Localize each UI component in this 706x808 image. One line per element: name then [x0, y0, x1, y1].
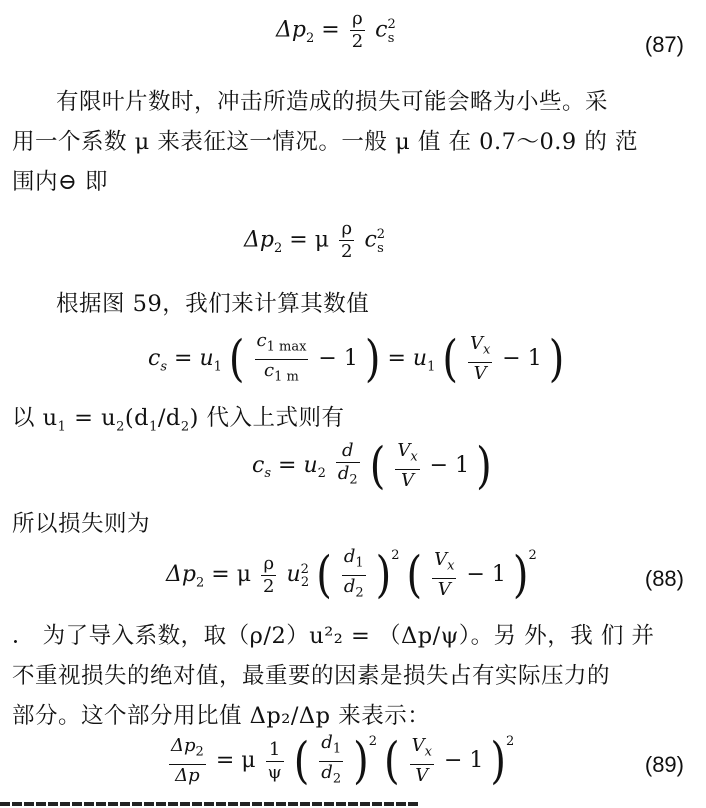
p3-sub3: 1	[149, 419, 158, 435]
p1-line3: 围内⊖ 即	[12, 169, 109, 195]
equation-87b	[244, 218, 384, 263]
frac-den	[169, 765, 206, 787]
frac-num-sub: 1	[332, 741, 342, 757]
frac-den-sub: 1 m	[274, 369, 299, 385]
eq-lhs: Δp	[166, 562, 196, 588]
p3-prefix: 以 u	[12, 405, 58, 431]
paren-sup-2: 2	[528, 548, 537, 564]
equation-cs-2	[252, 437, 492, 495]
frac-num-sub: 1 max	[266, 339, 307, 355]
frac-den-var: V	[473, 362, 487, 384]
eq-u-2: u	[412, 346, 428, 372]
frac-num	[410, 735, 434, 765]
left-paren: (	[369, 437, 386, 495]
left-paren-2: (	[384, 732, 400, 790]
eq-var-sub: s	[387, 30, 395, 46]
frac-den-var: V	[415, 764, 429, 786]
equation-number-89: (89)	[644, 752, 684, 777]
eq-equals: =	[278, 452, 297, 478]
eq-equals: =	[321, 17, 340, 43]
eq-sub: 2	[273, 240, 283, 256]
paren-sup-2: 2	[506, 734, 515, 750]
frac-den: 2	[341, 241, 353, 262]
p1-line1: 有限叶片数时，冲击所造成的损失可能会略为小些。采	[56, 89, 609, 115]
p3-paren: (d	[124, 405, 150, 431]
frac-num	[342, 546, 366, 576]
paragraph-1	[12, 82, 696, 202]
p3-end: ) 代入上式则有	[189, 405, 345, 431]
frac-num	[395, 440, 419, 470]
frac-den-sub: 2	[349, 472, 358, 488]
equation-number-87: (87)	[644, 32, 684, 57]
eq-u: u	[199, 346, 214, 372]
eq-u-sup: 2	[300, 561, 309, 577]
equation-number-88: (88)	[644, 566, 684, 591]
frac-num: ρ	[350, 8, 365, 31]
p3-sub2: 2	[116, 419, 125, 435]
eq-fraction-2	[395, 440, 419, 492]
frac-den-var: V	[400, 469, 414, 491]
frac-den	[336, 463, 360, 492]
frac-num-sub: x	[410, 449, 418, 465]
eq-minus-one: − 1	[443, 748, 484, 774]
p5-line2: 不重视损失的绝对值，最重要的因素是损失占有实际压力的	[12, 663, 611, 689]
eq-equals: =	[211, 562, 230, 588]
frac-den	[342, 576, 366, 605]
p5-line1: ． 为了导入系数，取（ρ/2）u²₂ = （Δp/ψ）。另 外，我 们 并	[12, 623, 655, 649]
frac-num-var: Δp	[171, 735, 196, 757]
footnote-divider	[0, 802, 420, 806]
frac-num: 1	[266, 739, 284, 762]
right-paren: )	[375, 546, 392, 604]
eq-fraction-2	[342, 546, 366, 604]
eq-coef: μ	[314, 227, 330, 253]
left-paren: (	[316, 546, 332, 604]
eq-sub: 2	[195, 575, 205, 591]
frac-den	[410, 765, 434, 787]
p5-line3: 部分。这个部分用比值 Δp₂/Δp 来表示：	[12, 703, 431, 729]
left-paren-2: (	[442, 330, 458, 388]
frac-den	[255, 360, 309, 389]
eq-var: c	[375, 17, 388, 43]
eq-u-sub: 2	[300, 575, 310, 591]
equation-89	[166, 732, 514, 790]
eq-fraction-3	[410, 735, 434, 787]
eq-fraction-3	[432, 549, 456, 601]
eq-u-sub-2: 1	[427, 359, 436, 375]
p2-text: 根据图 59，我们来计算其数值	[56, 291, 370, 317]
frac-num	[169, 735, 206, 765]
eq-equals: =	[289, 227, 308, 253]
eq-fraction	[336, 440, 360, 492]
frac-den: 2	[263, 575, 275, 597]
eq-lhs: c	[148, 346, 161, 372]
p3-sub4: 2	[180, 419, 190, 435]
frac-den-var: d	[321, 761, 333, 783]
frac-num-var: d	[321, 732, 333, 753]
frac-den	[468, 363, 492, 385]
paren-sup: 2	[368, 734, 377, 750]
frac-den: 2	[351, 31, 364, 52]
eq-minus-one: − 1	[466, 562, 506, 588]
eq-equals: =	[174, 346, 193, 372]
eq-u: u	[286, 562, 301, 588]
eq-fraction	[350, 8, 365, 53]
frac-den-sub: 2	[332, 771, 342, 787]
frac-num	[319, 732, 343, 762]
frac-num	[432, 549, 456, 579]
eq-var: c	[364, 227, 377, 253]
frac-den	[319, 762, 343, 791]
frac-den-var: d	[337, 463, 350, 484]
eq-fraction	[255, 330, 309, 388]
eq-u: u	[303, 452, 318, 478]
eq-sub: s	[160, 359, 167, 375]
frac-num-var: V	[411, 735, 425, 757]
eq-lhs: Δp	[244, 227, 274, 253]
frac-num-sub: x	[482, 342, 491, 358]
frac-den-var: Δp	[175, 764, 200, 786]
eq-equals-2: =	[387, 346, 406, 372]
paragraph-2	[12, 284, 696, 324]
equation-87	[276, 8, 394, 53]
eq-minus-one-2: − 1	[502, 346, 542, 372]
right-paren-2: )	[490, 732, 506, 790]
eq-minus-one: − 1	[318, 346, 358, 372]
eq-sub: 2	[305, 30, 315, 46]
eq-fraction	[261, 553, 276, 598]
eq-sup: 2	[387, 17, 396, 33]
eq-coef: μ	[241, 748, 256, 774]
frac-num-var: V	[434, 549, 448, 571]
eq-u-sub: 2	[317, 466, 326, 482]
left-paren: (	[293, 732, 310, 790]
paren-sup: 2	[391, 548, 400, 564]
frac-num	[468, 333, 492, 363]
p3-mid: = u	[66, 405, 117, 431]
left-paren: (	[228, 330, 245, 388]
frac-den-sub: 2	[355, 585, 364, 601]
paragraph-5	[12, 616, 696, 736]
eq-lhs: c	[252, 452, 265, 478]
paragraph-4	[12, 504, 696, 544]
eq-var-sub: s	[377, 240, 384, 256]
frac-num-var: c	[256, 330, 267, 351]
p1-line2: 用一个系数 μ 来表征这一情况。一般 μ 值 在 0.7～0.9 的 范	[12, 129, 639, 155]
eq-fraction	[339, 218, 354, 263]
eq-coef: μ	[236, 562, 252, 588]
frac-num	[255, 330, 309, 360]
frac-num-var: V	[397, 440, 411, 461]
right-paren: )	[364, 330, 381, 388]
frac-num-var: V	[469, 333, 483, 355]
eq-sub: s	[264, 466, 271, 482]
frac-num	[336, 440, 360, 463]
frac-den-var: c	[264, 359, 275, 381]
eq-lhs-fraction	[169, 735, 206, 787]
eq-fraction-2	[319, 732, 343, 790]
eq-lhs: Δp	[276, 17, 306, 43]
eq-equals: =	[215, 748, 235, 774]
left-paren-2: (	[406, 546, 423, 604]
frac-den	[432, 579, 456, 601]
frac-den: ψ	[267, 761, 282, 783]
frac-num-var: d	[342, 440, 354, 461]
frac-num: ρ	[339, 218, 354, 241]
eq-fraction	[266, 739, 284, 784]
p3-sub1: 1	[57, 419, 67, 435]
frac-num-sub: x	[424, 744, 432, 760]
equation-88	[166, 546, 537, 604]
frac-num-sub: 1	[355, 555, 364, 571]
eq-fraction-2	[468, 333, 492, 385]
eq-u-sub: 1	[213, 359, 222, 375]
eq-minus-one: − 1	[429, 452, 470, 478]
frac-num-sub: x	[447, 558, 455, 574]
right-paren: )	[353, 732, 369, 790]
frac-num-sub: 2	[195, 744, 204, 760]
p3-slash: /d	[157, 405, 181, 431]
equation-cs-1	[148, 330, 564, 388]
frac-num: ρ	[261, 553, 276, 576]
frac-den-var: d	[343, 575, 356, 597]
right-paren-2: )	[548, 330, 565, 388]
right-paren: )	[476, 437, 492, 495]
frac-den-var: V	[437, 578, 451, 600]
p4-text: 所以损失则为	[12, 511, 151, 537]
frac-den	[395, 470, 419, 492]
eq-sup: 2	[376, 227, 386, 243]
right-paren-2: )	[512, 546, 529, 604]
frac-num-var: d	[343, 546, 356, 567]
